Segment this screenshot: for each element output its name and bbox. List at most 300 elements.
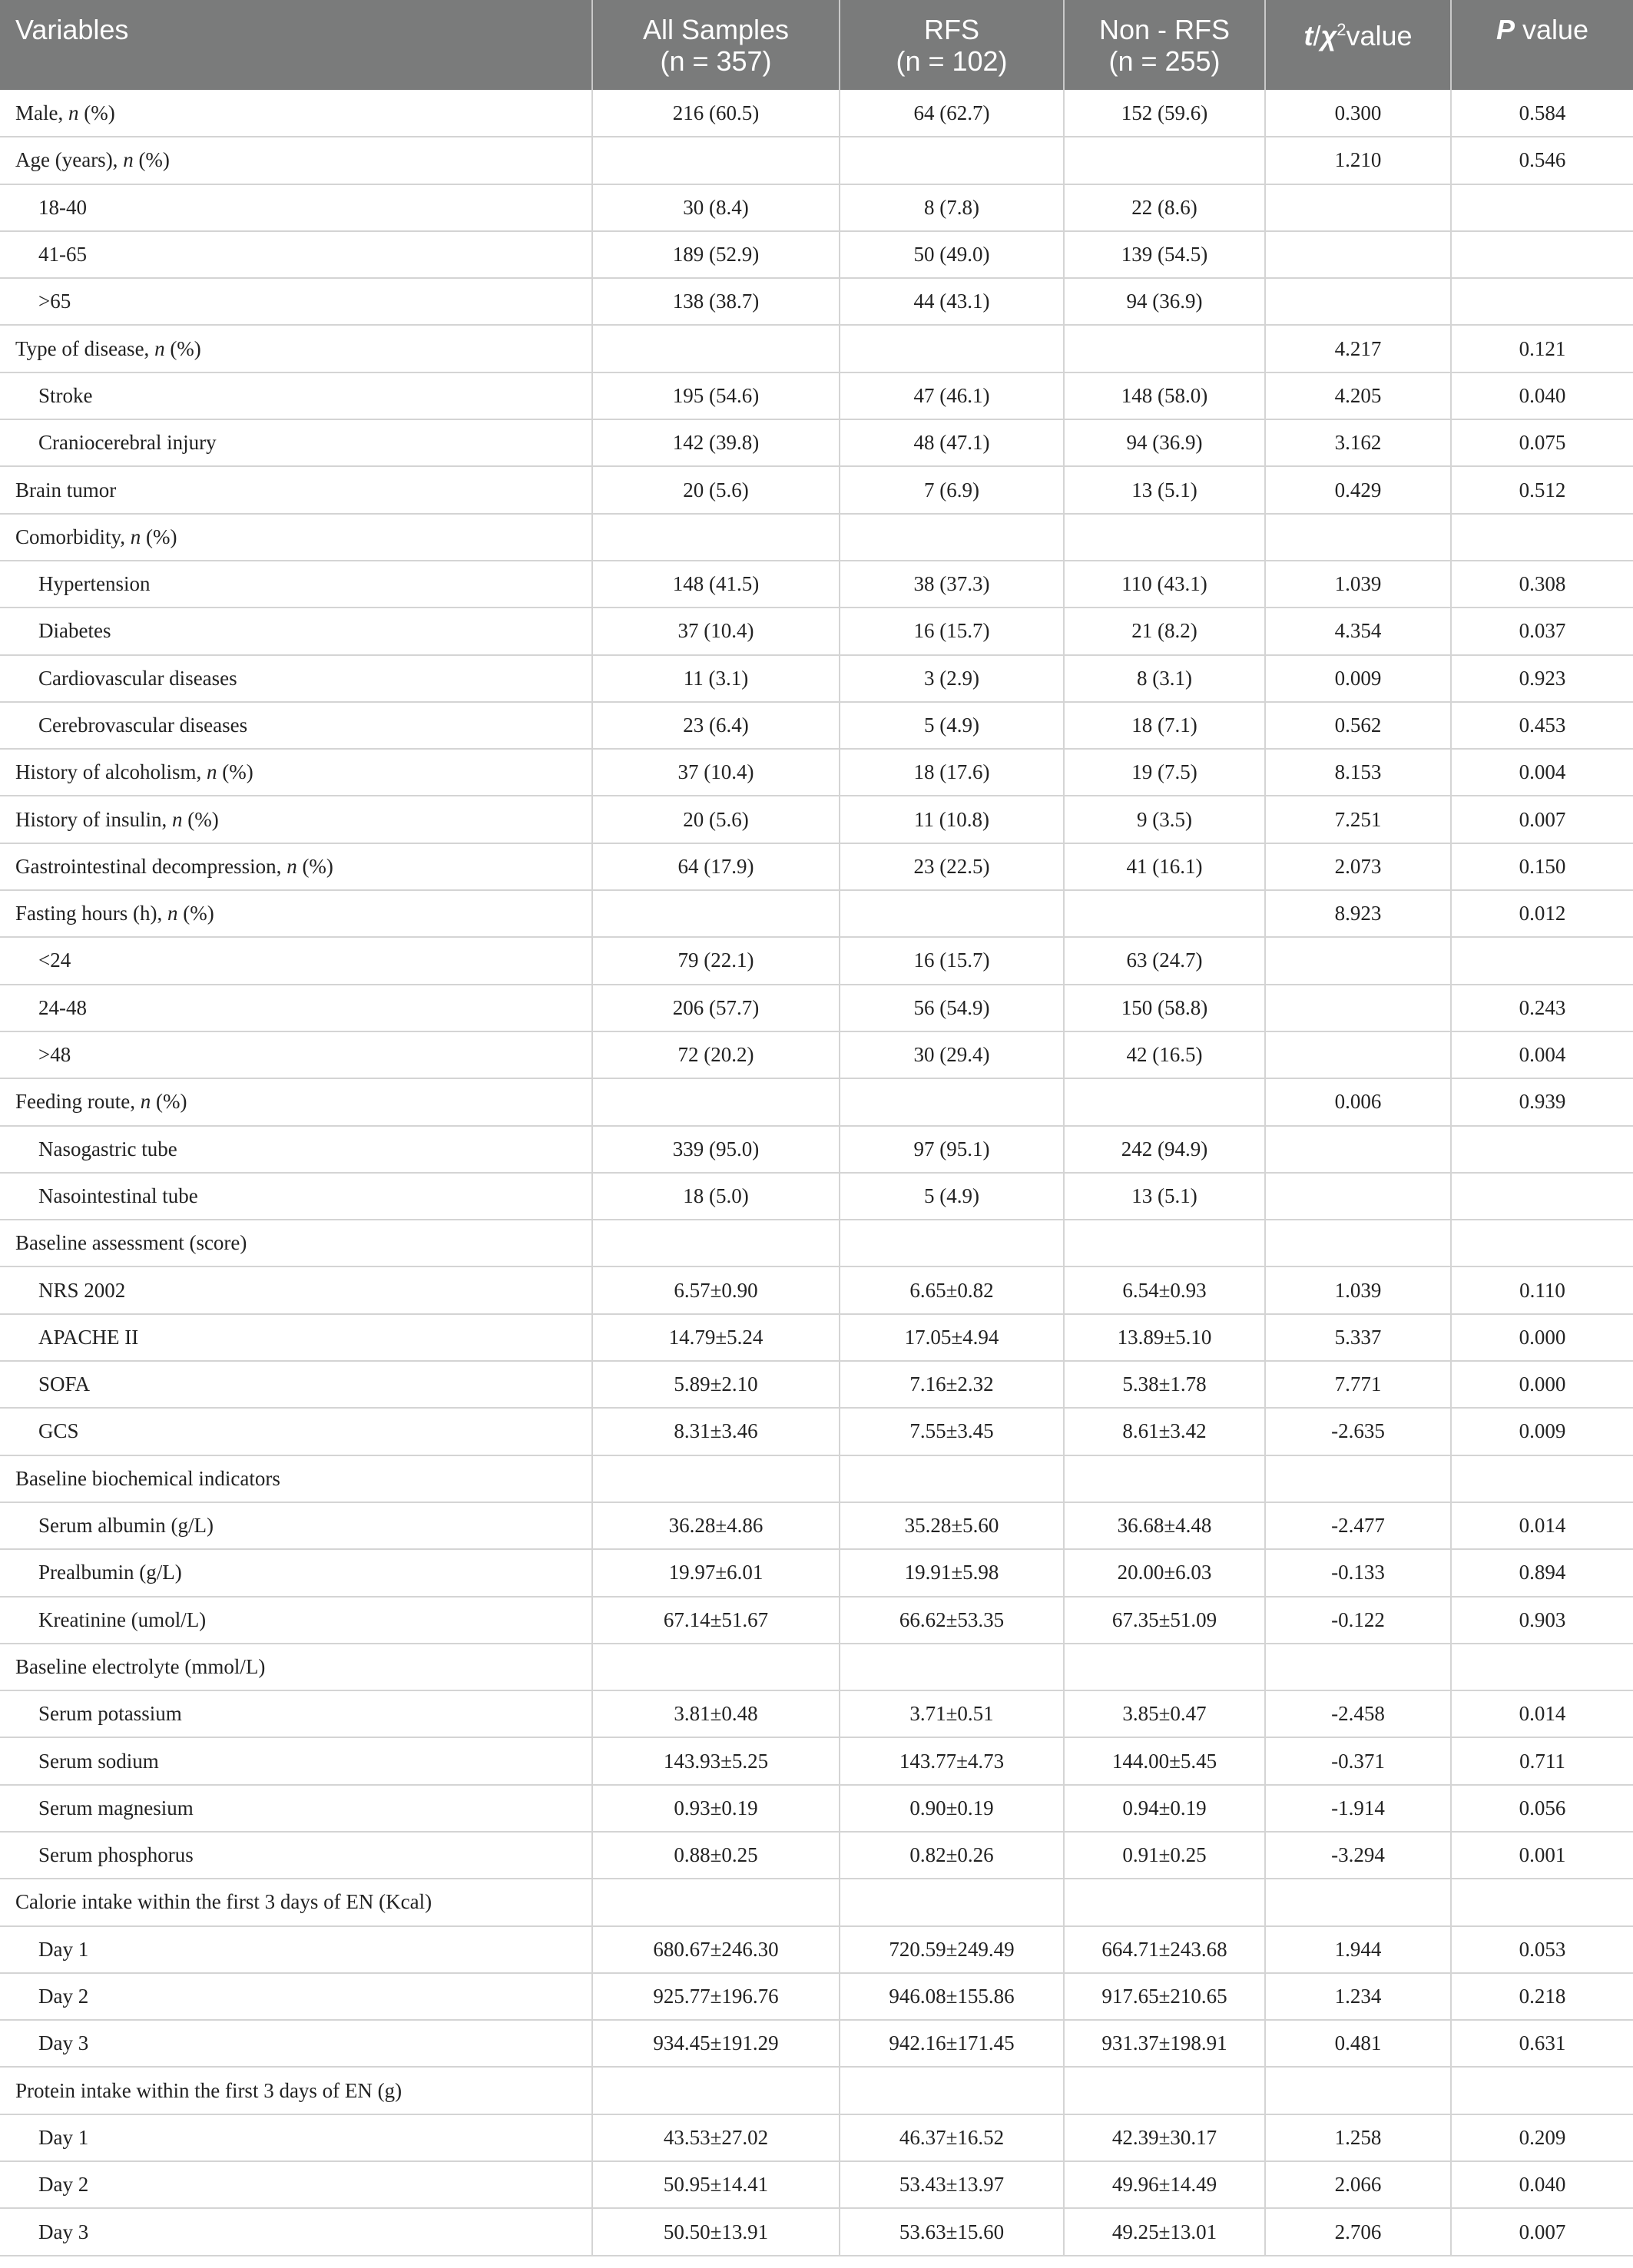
cell-test-statistic: 3.162 (1265, 419, 1451, 466)
cell-p-value: 0.209 (1451, 2114, 1633, 2161)
table-row (0, 2114, 1633, 2161)
cell-rfs: 720.59±249.49 (840, 1926, 1064, 1973)
cell-rfs (840, 137, 1064, 184)
table-row (0, 1220, 1633, 1266)
cell-non-rfs: 42.39±30.17 (1064, 2114, 1265, 2161)
table-row (0, 90, 1633, 137)
table-header-row (0, 0, 1633, 90)
variable-label: Prealbumin (g/L) (38, 1561, 182, 1584)
table-row (0, 466, 1633, 513)
cell-test-statistic: 1.039 (1265, 561, 1451, 608)
cell-variable (0, 1408, 592, 1455)
cell-variable (0, 1690, 592, 1737)
variable-label: Serum albumin (g/L) (38, 1514, 214, 1538)
cell-all-samples: 37 (10.4) (592, 608, 840, 654)
cell-test-statistic: 2.073 (1265, 843, 1451, 890)
cell-test-statistic (1265, 1879, 1451, 1925)
header-all-samples (592, 0, 840, 90)
cell-variable (0, 1314, 592, 1361)
table-row (0, 1266, 1633, 1313)
cell-all-samples: 36.28±4.86 (592, 1502, 840, 1549)
cell-all-samples: 79 (22.1) (592, 937, 840, 984)
cell-test-statistic: 0.481 (1265, 2020, 1451, 2067)
cell-variable (0, 2020, 592, 2067)
cell-non-rfs (1064, 1879, 1265, 1925)
table-row (0, 655, 1633, 702)
cell-test-statistic: 1.944 (1265, 1926, 1451, 1973)
cell-rfs: 56 (54.9) (840, 985, 1064, 1031)
cell-p-value (1451, 514, 1633, 561)
cell-p-value: 0.923 (1451, 655, 1633, 702)
variable-label: Day 1 (38, 2125, 89, 2149)
cell-rfs: 44 (43.1) (840, 278, 1064, 325)
cell-p-value (1451, 937, 1633, 984)
variable-unit-italic: n (154, 336, 165, 360)
header-variables: Variables (0, 0, 592, 90)
cell-rfs: 18 (17.6) (840, 749, 1064, 796)
cell-non-rfs: 18 (7.1) (1064, 702, 1265, 749)
cell-test-statistic: -0.133 (1265, 1549, 1451, 1596)
cell-all-samples: 11 (3.1) (592, 655, 840, 702)
cell-test-statistic: -0.371 (1265, 1737, 1451, 1784)
variable-label: Type of disease, (15, 336, 155, 360)
cell-rfs: 3.71±0.51 (840, 1690, 1064, 1737)
cell-p-value: 0.014 (1451, 1502, 1633, 1549)
cell-variable (0, 1832, 592, 1879)
cell-rfs: 143.77±4.73 (840, 1737, 1064, 1784)
variable-label: Male, (15, 101, 68, 124)
variable-unit-rest: (%) (141, 525, 177, 548)
cell-rfs: 48 (47.1) (840, 419, 1064, 466)
cell-test-statistic (1265, 1644, 1451, 1690)
cell-all-samples: 195 (54.6) (592, 372, 840, 419)
cell-variable (0, 1926, 592, 1973)
cell-rfs: 53.63±15.60 (840, 2208, 1064, 2255)
variable-label: Day 3 (38, 2220, 89, 2243)
cell-variable (0, 890, 592, 937)
cell-all-samples: 18 (5.0) (592, 1173, 840, 1220)
variable-label: >48 (38, 1043, 71, 1067)
cell-test-statistic: 4.205 (1265, 372, 1451, 419)
table-row (0, 1314, 1633, 1361)
cell-p-value (1451, 184, 1633, 231)
cell-variable (0, 796, 592, 843)
cell-variable (0, 1644, 592, 1690)
cell-variable (0, 985, 592, 1031)
cell-test-statistic: 1.210 (1265, 137, 1451, 184)
variable-unit-rest: (%) (296, 854, 333, 878)
cell-test-statistic: 0.562 (1265, 702, 1451, 749)
table-row (0, 1031, 1633, 1078)
cell-non-rfs: 21 (8.2) (1064, 608, 1265, 654)
cell-variable (0, 608, 592, 654)
cell-p-value: 0.110 (1451, 1266, 1633, 1313)
table-row (0, 1078, 1633, 1125)
cell-variable (0, 90, 592, 137)
cell-rfs: 3 (2.9) (840, 655, 1064, 702)
cell-test-statistic (1265, 937, 1451, 984)
variable-unit-italic: n (123, 148, 134, 172)
variable-label: Baseline assessment (score) (15, 1231, 247, 1255)
variable-label: 41-65 (38, 243, 87, 267)
cell-rfs: 50 (49.0) (840, 231, 1064, 278)
table-row (0, 231, 1633, 278)
header-p-value (1451, 0, 1633, 90)
cell-rfs (840, 2067, 1064, 2114)
cell-non-rfs: 19 (7.5) (1064, 749, 1265, 796)
cell-test-statistic: 7.771 (1265, 1361, 1451, 1408)
cell-p-value: 0.584 (1451, 90, 1633, 137)
cell-variable (0, 514, 592, 561)
cell-p-value: 0.053 (1451, 1926, 1633, 1973)
table-row (0, 137, 1633, 184)
header-rfs-label: RFS (924, 14, 979, 45)
cell-rfs: 16 (15.7) (840, 937, 1064, 984)
table-row (0, 890, 1633, 937)
cell-rfs: 0.82±0.26 (840, 1832, 1064, 1879)
cell-rfs: 97 (95.1) (840, 1126, 1064, 1173)
header-all-samples-label: All Samples (642, 14, 790, 45)
cell-non-rfs: 13.89±5.10 (1064, 1314, 1265, 1361)
cell-all-samples: 37 (10.4) (592, 749, 840, 796)
cell-p-value: 0.075 (1451, 419, 1633, 466)
cell-test-statistic: 2.706 (1265, 2208, 1451, 2255)
cell-rfs (840, 325, 1064, 372)
cell-rfs: 30 (29.4) (840, 1031, 1064, 1078)
variable-label: History of insulin, (15, 807, 173, 831)
cell-all-samples: 216 (60.5) (592, 90, 840, 137)
cell-test-statistic (1265, 1126, 1451, 1173)
cell-p-value: 0.012 (1451, 890, 1633, 937)
cell-p-value: 0.939 (1451, 1078, 1633, 1125)
variable-label: Baseline electrolyte (mmol/L) (15, 1654, 266, 1678)
cell-test-statistic: -2.477 (1265, 1502, 1451, 1549)
cell-p-value: 0.001 (1451, 1832, 1633, 1879)
table-row (0, 1549, 1633, 1596)
table-row (0, 1597, 1633, 1644)
table-body (0, 90, 1633, 2256)
cell-test-statistic: 0.300 (1265, 90, 1451, 137)
cell-variable (0, 1785, 592, 1832)
variable-label: Day 2 (38, 2173, 89, 2197)
variable-unit-italic: n (140, 1090, 151, 1114)
cell-variable (0, 1502, 592, 1549)
cell-rfs: 19.91±5.98 (840, 1549, 1064, 1596)
variable-label: Serum potassium (38, 1702, 182, 1726)
cell-test-statistic: 1.039 (1265, 1266, 1451, 1313)
cell-p-value: 0.631 (1451, 2020, 1633, 2067)
cell-rfs: 6.65±0.82 (840, 1266, 1064, 1313)
cell-rfs: 47 (46.1) (840, 372, 1064, 419)
cell-p-value: 0.150 (1451, 843, 1633, 890)
cell-p-value: 0.894 (1451, 1549, 1633, 1596)
table-row (0, 1973, 1633, 2020)
cell-all-samples: 43.53±27.02 (592, 2114, 840, 2161)
table-row (0, 1879, 1633, 1925)
table-row (0, 937, 1633, 984)
cell-rfs: 17.05±4.94 (840, 1314, 1064, 1361)
cell-all-samples (592, 1220, 840, 1266)
cell-non-rfs (1064, 1220, 1265, 1266)
variable-unit-italic: n (68, 101, 79, 124)
cell-rfs: 66.62±53.35 (840, 1597, 1064, 1644)
variable-label: Diabetes (38, 619, 111, 643)
cell-all-samples: 142 (39.8) (592, 419, 840, 466)
cell-non-rfs: 20.00±6.03 (1064, 1549, 1265, 1596)
cell-non-rfs: 8 (3.1) (1064, 655, 1265, 702)
cell-variable (0, 1879, 592, 1925)
cell-test-statistic: 8.153 (1265, 749, 1451, 796)
cell-non-rfs (1064, 1455, 1265, 1502)
cell-test-statistic: 1.258 (1265, 2114, 1451, 2161)
cell-non-rfs: 0.91±0.25 (1064, 1832, 1265, 1879)
cell-non-rfs: 8.61±3.42 (1064, 1408, 1265, 1455)
cell-variable (0, 1078, 592, 1125)
cell-p-value: 0.000 (1451, 1314, 1633, 1361)
cell-variable (0, 372, 592, 419)
table-row (0, 1455, 1633, 1502)
header-p-label: P (1496, 14, 1515, 45)
cell-all-samples: 20 (5.6) (592, 796, 840, 843)
cell-variable (0, 2161, 592, 2208)
cell-all-samples: 925.77±196.76 (592, 1973, 840, 2020)
table-row (0, 1785, 1633, 1832)
header-rfs (840, 0, 1064, 90)
cell-test-statistic: 8.923 (1265, 890, 1451, 937)
table-row (0, 2208, 1633, 2255)
cell-non-rfs (1064, 325, 1265, 372)
cell-variable (0, 137, 592, 184)
table-row (0, 608, 1633, 654)
cell-variable (0, 419, 592, 466)
cell-rfs: 53.43±13.97 (840, 2161, 1064, 2208)
cell-variable (0, 2208, 592, 2255)
cell-p-value: 0.037 (1451, 608, 1633, 654)
cell-non-rfs: 94 (36.9) (1064, 278, 1265, 325)
header-non-rfs-n: (n = 255) (1108, 45, 1221, 77)
table-row (0, 184, 1633, 231)
variable-unit-rest: (%) (182, 807, 219, 831)
cell-test-statistic (1265, 1173, 1451, 1220)
variable-label: Cerebrovascular diseases (38, 714, 248, 737)
header-non-rfs (1064, 0, 1265, 90)
variable-label: Serum phosphorus (38, 1843, 194, 1867)
cell-variable (0, 937, 592, 984)
cell-non-rfs (1064, 137, 1265, 184)
table-row (0, 325, 1633, 372)
cell-rfs (840, 1078, 1064, 1125)
variable-label: Hypertension (38, 572, 151, 596)
cell-rfs (840, 1879, 1064, 1925)
variable-unit-rest: (%) (78, 101, 115, 124)
cell-rfs: 7.16±2.32 (840, 1361, 1064, 1408)
variable-label: 18-40 (38, 195, 87, 219)
table-row (0, 561, 1633, 608)
cell-all-samples (592, 325, 840, 372)
cell-test-statistic (1265, 2067, 1451, 2114)
cell-non-rfs (1064, 2067, 1265, 2114)
cell-variable (0, 184, 592, 231)
cell-test-statistic: -2.458 (1265, 1690, 1451, 1737)
cell-variable (0, 1266, 592, 1313)
cell-rfs: 38 (37.3) (840, 561, 1064, 608)
variable-unit-italic: n (206, 760, 217, 784)
cell-all-samples (592, 890, 840, 937)
cell-variable (0, 1455, 592, 1502)
cell-non-rfs (1064, 1078, 1265, 1125)
cell-test-statistic (1265, 1031, 1451, 1078)
table-row (0, 1690, 1633, 1737)
variable-label: 24-48 (38, 995, 87, 1019)
cell-all-samples: 20 (5.6) (592, 466, 840, 513)
table-row (0, 1126, 1633, 1173)
variable-label: Nasogastric tube (38, 1137, 177, 1160)
cell-all-samples: 23 (6.4) (592, 702, 840, 749)
table-row (0, 1361, 1633, 1408)
variable-unit-rest: (%) (164, 336, 201, 360)
cell-non-rfs: 13 (5.1) (1064, 466, 1265, 513)
cell-test-statistic: 5.337 (1265, 1314, 1451, 1361)
cell-p-value: 0.014 (1451, 1690, 1633, 1737)
cell-variable (0, 702, 592, 749)
cell-variable (0, 1220, 592, 1266)
cell-variable (0, 278, 592, 325)
cell-all-samples (592, 137, 840, 184)
cell-all-samples (592, 1879, 840, 1925)
cell-test-statistic: 1.234 (1265, 1973, 1451, 2020)
cell-non-rfs: 0.94±0.19 (1064, 1785, 1265, 1832)
cell-rfs (840, 1644, 1064, 1690)
cell-test-statistic (1265, 985, 1451, 1031)
cell-non-rfs (1064, 1644, 1265, 1690)
cell-rfs (840, 1220, 1064, 1266)
cell-all-samples: 67.14±51.67 (592, 1597, 840, 1644)
cell-variable (0, 1973, 592, 2020)
cell-non-rfs: 22 (8.6) (1064, 184, 1265, 231)
header-test-statistic (1265, 0, 1451, 90)
table-row (0, 843, 1633, 890)
cell-test-statistic: 7.251 (1265, 796, 1451, 843)
cell-p-value: 0.308 (1451, 561, 1633, 608)
variable-unit-rest: (%) (133, 148, 170, 172)
cell-all-samples: 14.79±5.24 (592, 1314, 840, 1361)
cell-non-rfs: 152 (59.6) (1064, 90, 1265, 137)
cell-test-statistic: -1.914 (1265, 1785, 1451, 1832)
cell-variable (0, 1031, 592, 1078)
cell-non-rfs: 67.35±51.09 (1064, 1597, 1265, 1644)
cell-p-value (1451, 1126, 1633, 1173)
cell-all-samples: 934.45±191.29 (592, 2020, 840, 2067)
cell-all-samples: 189 (52.9) (592, 231, 840, 278)
table-row (0, 1926, 1633, 1973)
cell-p-value: 0.903 (1451, 1597, 1633, 1644)
cell-variable (0, 561, 592, 608)
cell-p-value: 0.040 (1451, 372, 1633, 419)
table-row (0, 278, 1633, 325)
cell-test-statistic (1265, 1220, 1451, 1266)
variable-label: Protein intake within the first 3 days of EN (g) (15, 2078, 402, 2102)
table-row (0, 2020, 1633, 2067)
cell-p-value: 0.040 (1451, 2161, 1633, 2208)
cell-all-samples (592, 1078, 840, 1125)
cell-variable (0, 466, 592, 513)
cell-rfs: 5 (4.9) (840, 702, 1064, 749)
table-row (0, 1173, 1633, 1220)
cell-p-value: 0.453 (1451, 702, 1633, 749)
header-non-rfs-label: Non - RFS (1098, 14, 1231, 45)
cell-non-rfs: 242 (94.9) (1064, 1126, 1265, 1173)
cell-p-value: 0.007 (1451, 796, 1633, 843)
cell-all-samples: 72 (20.2) (592, 1031, 840, 1078)
cell-all-samples: 6.57±0.90 (592, 1266, 840, 1313)
cell-non-rfs (1064, 890, 1265, 937)
table-row (0, 702, 1633, 749)
table-row (0, 372, 1633, 419)
cell-all-samples: 50.50±13.91 (592, 2208, 840, 2255)
cell-all-samples (592, 514, 840, 561)
cell-non-rfs: 150 (58.8) (1064, 985, 1265, 1031)
cell-p-value: 0.121 (1451, 325, 1633, 372)
cell-rfs: 5 (4.9) (840, 1173, 1064, 1220)
variable-label: GCS (38, 1419, 79, 1443)
cell-all-samples: 30 (8.4) (592, 184, 840, 231)
cell-all-samples: 8.31±3.46 (592, 1408, 840, 1455)
header-stat-value: value (1346, 20, 1413, 51)
cell-p-value (1451, 1879, 1633, 1925)
cell-non-rfs: 917.65±210.65 (1064, 1973, 1265, 2020)
table-row (0, 749, 1633, 796)
variable-label: Day 3 (38, 2031, 89, 2055)
cell-rfs: 7.55±3.45 (840, 1408, 1064, 1455)
cell-rfs: 946.08±155.86 (840, 1973, 1064, 2020)
variable-label: >65 (38, 290, 71, 313)
cell-rfs: 23 (22.5) (840, 843, 1064, 890)
cell-all-samples: 0.88±0.25 (592, 1832, 840, 1879)
variable-unit-italic: n (287, 854, 297, 878)
cell-p-value: 0.004 (1451, 1031, 1633, 1078)
variable-label: Serum sodium (38, 1749, 159, 1773)
table-row (0, 1737, 1633, 1784)
variable-label: Craniocerebral injury (38, 431, 217, 455)
cell-rfs: 7 (6.9) (840, 466, 1064, 513)
variable-label: Stroke (38, 383, 93, 407)
cell-rfs (840, 514, 1064, 561)
table-row (0, 419, 1633, 466)
variable-label: Feeding route, (15, 1090, 141, 1114)
cell-test-statistic (1265, 1455, 1451, 1502)
cell-non-rfs: 148 (58.0) (1064, 372, 1265, 419)
variable-unit-italic: n (172, 807, 183, 831)
cell-test-statistic (1265, 231, 1451, 278)
cell-p-value (1451, 2067, 1633, 2114)
cell-variable (0, 325, 592, 372)
cell-test-statistic: 4.354 (1265, 608, 1451, 654)
cell-rfs: 35.28±5.60 (840, 1502, 1064, 1549)
cell-all-samples: 5.89±2.10 (592, 1361, 840, 1408)
cell-p-value: 0.512 (1451, 466, 1633, 513)
cell-all-samples: 138 (38.7) (592, 278, 840, 325)
cell-variable (0, 1549, 592, 1596)
variable-label: APACHE II (38, 1325, 139, 1349)
cell-all-samples: 143.93±5.25 (592, 1737, 840, 1784)
cell-p-value: 0.004 (1451, 749, 1633, 796)
cell-test-statistic: -0.122 (1265, 1597, 1451, 1644)
cell-rfs: 11 (10.8) (840, 796, 1064, 843)
table-row (0, 2067, 1633, 2114)
cell-non-rfs: 42 (16.5) (1064, 1031, 1265, 1078)
variable-unit-rest: (%) (217, 760, 253, 784)
cell-all-samples: 339 (95.0) (592, 1126, 840, 1173)
